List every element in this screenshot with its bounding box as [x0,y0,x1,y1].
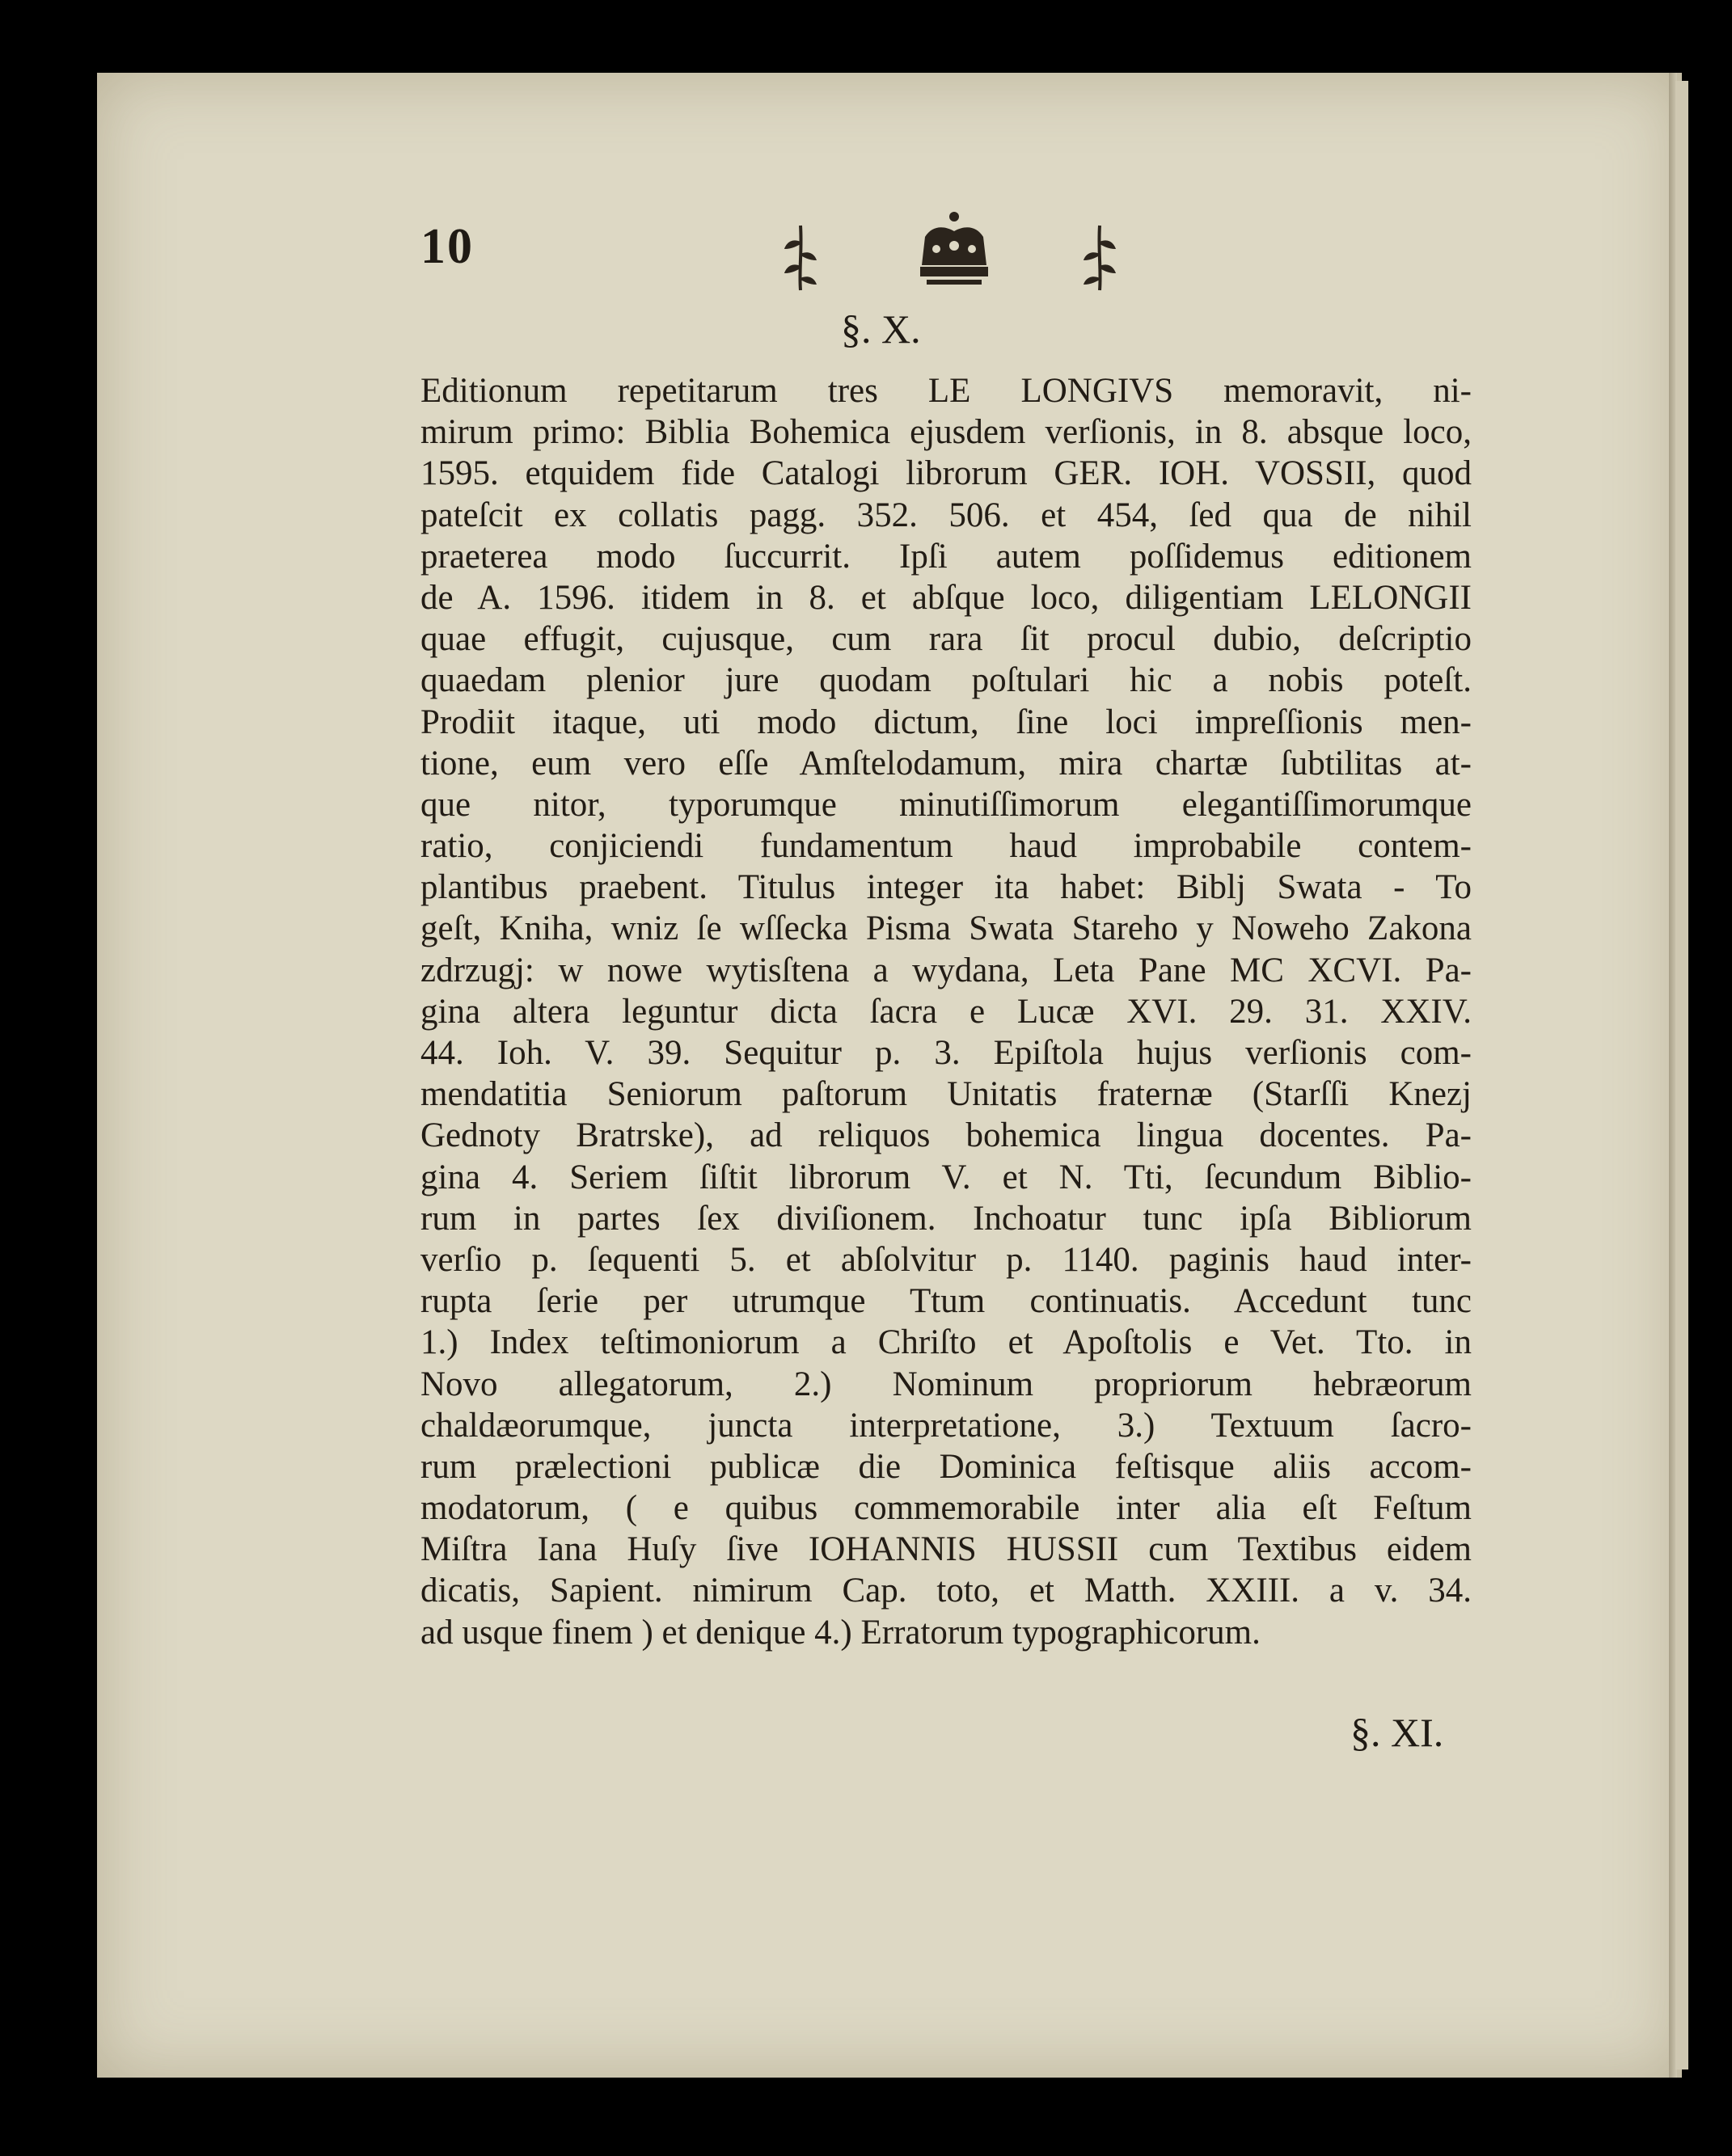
text-line: chaldæorumque, juncta interpretatione, 3.) Textuum ſacro- [420,1406,1472,1445]
body-text [420,370,1472,1653]
text-line: quae effugit, cujusque, cum rara ſit procul dubio, deſcriptio [420,620,1472,659]
page-header [420,218,1488,299]
text-line: gina 4. Seriem ſiſtit librorum V. et N. Tti, ſecundum Biblio- [420,1158,1472,1196]
crown-icon [914,209,995,289]
text-line: ad usque finem ) et denique 4.) Erratorum typographicorum. [420,1613,1261,1652]
facing-page-edge [1675,81,1688,2070]
text-line: Editionum repetitarum tres LE LONGIVS memoravit, ni- [420,372,1472,410]
text-line: modatorum, ( e quibus commemorabile inter alia eſt Feſtum [420,1489,1472,1528]
text-line: dicatis, Sapient. nimirum Cap. toto, et Matth. XXIII. a v. 34. [420,1572,1472,1610]
text-line: 1595. etquidem fide Catalogi librorum GER. IOH. VOSSII, quod [420,454,1472,493]
text-line: ratio, conjiciendi fundamentum haud improbabile contem- [420,827,1472,866]
text-line: mendatitia Seniorum paſtorum Unitatis fraternæ (Starſſi Knezj [420,1075,1472,1114]
text-line: verſio p. ſequenti 5. et abſolvitur p. 1140. paginis haud inter- [420,1240,1472,1279]
text-line: gina altera leguntur dicta ſacra e Lucæ XVI. 29. 31. XXIV. [420,992,1472,1031]
text-line: geſt, Kniha, wniz ſe wſſecka Pisma Swata Stareho y Noweho Zakona [420,909,1472,948]
text-line: 1.) Index teſtimoniorum a Chriſto et Apoſtolis e Vet. Tto. in [420,1323,1472,1362]
text-line: Prodiit itaque, uti modo dictum, ſine loci impreſſionis men- [420,702,1472,741]
text-line: rum prælectioni publicæ die Dominica feſtisque aliis accom- [420,1447,1472,1486]
catchword: §. XI. [1350,1710,1444,1755]
text-line: Miſtra Iana Huſy ſive IOHANNIS HUSSII cum Textibus eidem [420,1530,1472,1569]
text-line: quaedam plenior jure quodam poſtulari hic a nobis poteſt. [420,661,1472,700]
text-line: de A. 1596. itidem in 8. et abſque loco, diligentiam LELONGII [420,578,1472,617]
text-line: Novo allegatorum, 2.) Nominum propriorum hebræorum [420,1365,1472,1403]
section-heading: §. X. [841,306,921,352]
text-line: pateſcit ex collatis pagg. 352. 506. et 454, ſed qua de nihil [420,496,1472,534]
leaf-icon [1075,222,1124,294]
text-line: rupta ſerie per utrumque Ttum continuatis. Accedunt tunc [420,1282,1472,1321]
text-line: rum in partes ſex diviſionem. Inchoatur tunc ipſa Bibliorum [420,1199,1472,1238]
text-line: plantibus praebent. Titulus integer ita habet: Biblj Swata - To [420,868,1472,907]
text-line: mirum primo: Biblia Bohemica ejusdem verſionis, in 8. absque loco, [420,413,1472,452]
text-line: zdrzugj: w nowe wytisſtena a wydana, Leta Pane MC XCVI. Pa- [420,951,1472,989]
leaf-icon [776,222,825,294]
text-line: 44. Ioh. V. 39. Sequitur p. 3. Epiſtola hujus verſionis com- [420,1034,1472,1072]
text-line: que nitor, typorumque minutiſſimorum elegantiſſimorumque [420,785,1472,824]
text-line: praeterea modo ſuccurrit. Ipſi autem poſſidemus editionem [420,537,1472,576]
text-line: tione, eum vero eſſe Amſtelodamum, mira chartæ ſubtilitas at- [420,744,1472,783]
page-number: 10 [420,219,474,274]
text-line: Gednoty Bratrske), ad reliquos bohemica lingua docentes. Pa- [420,1116,1472,1155]
